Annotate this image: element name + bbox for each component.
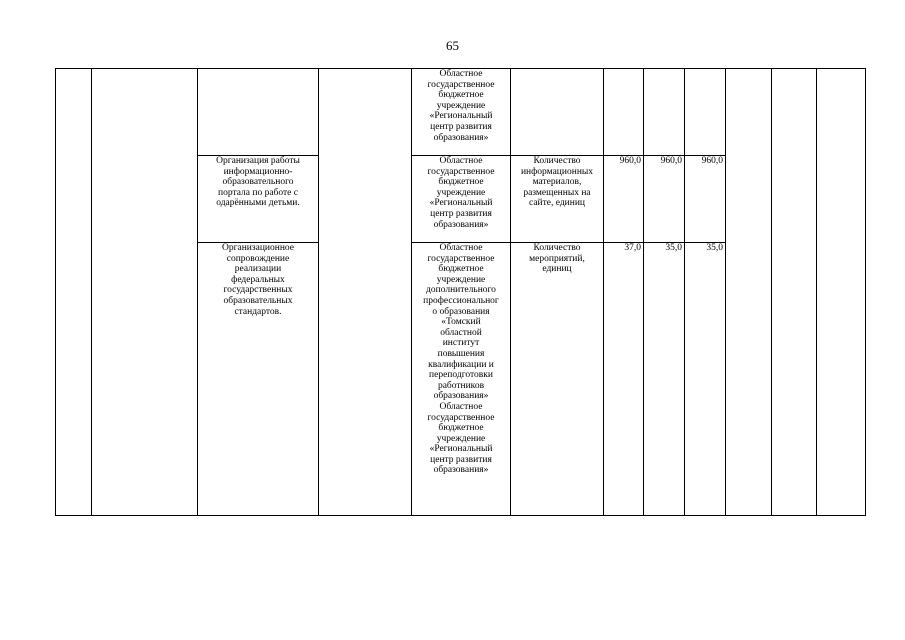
cell-text-line: Областное — [439, 156, 483, 166]
cell-text-line: образования» — [433, 391, 489, 402]
cell-text-line: материалов, — [532, 177, 582, 188]
cell-text-line: «Региональный — [429, 111, 493, 122]
indicator-cell — [511, 156, 604, 243]
empty-cell — [726, 69, 772, 516]
cell-text-line: образования» — [433, 465, 489, 476]
activity-cell — [198, 69, 319, 156]
cell-text-line: Областное — [439, 69, 483, 79]
executor-cell — [412, 243, 511, 516]
cell-text-line: государственное — [427, 253, 495, 264]
cell-text-line: учреждение — [436, 433, 486, 444]
cell-text-line: государственных — [223, 285, 293, 296]
cell-text-line: «Томский — [441, 317, 481, 328]
value-cell — [685, 69, 726, 156]
value-cell: 35,0 — [644, 243, 685, 516]
cell-text-line: Областное — [439, 401, 483, 412]
cell-text-line: центр развития — [430, 208, 492, 219]
cell-text-line: дополнительного — [426, 285, 496, 296]
value-cell: 35,0 — [685, 243, 726, 516]
cell-text-line: федеральных — [231, 274, 285, 285]
indicator-cell — [511, 243, 604, 516]
activity-cell — [198, 243, 319, 516]
executor-cell — [412, 69, 511, 156]
cell-text-line: профессиональног — [423, 295, 499, 306]
cell-text-line: институт — [442, 338, 480, 349]
cell-text-line: учреждение — [436, 187, 486, 198]
cell-text-line: центр развития — [430, 121, 492, 132]
program-table — [55, 68, 866, 516]
cell-text-line: о образования — [432, 306, 490, 317]
indicator-cell — [511, 69, 604, 156]
cell-text-line: одарёнными детьми. — [216, 198, 300, 209]
cell-text-line: квалификации и — [428, 359, 494, 370]
value-cell: 960,0 — [604, 156, 644, 243]
cell-text-line: образования» — [433, 219, 489, 230]
cell-text-line: бюджетное — [438, 423, 484, 434]
cell-text-line: образования» — [433, 132, 489, 143]
cell-text-line: Организационное — [221, 243, 295, 253]
cell-text-line: бюджетное — [438, 264, 484, 275]
cell-text-line: сопровождение — [226, 253, 290, 264]
page-number: 65 — [446, 38, 459, 53]
activity-cell — [198, 156, 319, 243]
cell-text-line: размещенных на — [523, 187, 591, 198]
cell-text-line: информационных — [520, 166, 594, 177]
cell-text-line: Областное — [439, 243, 483, 253]
empty-cell — [772, 69, 817, 516]
empty-cell — [817, 69, 866, 516]
cell-text-line: стандартов. — [234, 306, 282, 317]
cell-text-line: единиц — [542, 264, 572, 275]
cell-text-line: государственное — [427, 79, 495, 90]
cell-text-line: работников — [437, 380, 485, 391]
table-row — [56, 69, 866, 156]
cell-text-line: учреждение — [436, 274, 486, 285]
cell-text-line: переподготовки — [429, 370, 493, 381]
cell-text-line: повышения — [437, 348, 485, 359]
value-cell: 960,0 — [685, 156, 726, 243]
cell-text-line: «Региональный — [429, 198, 493, 209]
cell-text-line: государственное — [427, 412, 495, 423]
executor-cell — [412, 156, 511, 243]
empty-cell — [56, 69, 92, 516]
cell-text-line: образовательного — [222, 177, 294, 188]
cell-text-line: реализации — [234, 264, 282, 275]
cell-text-line: Количество — [533, 243, 581, 253]
cell-text-line: мероприятий, — [529, 253, 585, 264]
value-cell — [604, 69, 644, 156]
value-cell: 960,0 — [644, 156, 685, 243]
cell-text-line: сайте, единиц — [528, 198, 585, 209]
cell-text-line: государственное — [427, 166, 495, 177]
cell-text-line: областной — [440, 327, 482, 338]
cell-text-line: Организация работы — [216, 156, 300, 166]
cell-text-line: «Региональный — [429, 444, 493, 455]
cell-text-line: центр развития — [430, 454, 492, 465]
cell-text-line: информационно- — [223, 166, 293, 177]
empty-cell — [319, 69, 412, 516]
cell-text-line: бюджетное — [438, 90, 484, 101]
value-cell: 37,0 — [604, 243, 644, 516]
cell-text-line: бюджетное — [438, 177, 484, 188]
cell-text-line: образовательных — [223, 295, 293, 306]
cell-text-line: учреждение — [436, 100, 486, 111]
empty-cell — [92, 69, 198, 516]
cell-text-line: Количество — [533, 156, 581, 166]
cell-text-line: портала по работе с — [218, 187, 298, 198]
value-cell — [644, 69, 685, 156]
